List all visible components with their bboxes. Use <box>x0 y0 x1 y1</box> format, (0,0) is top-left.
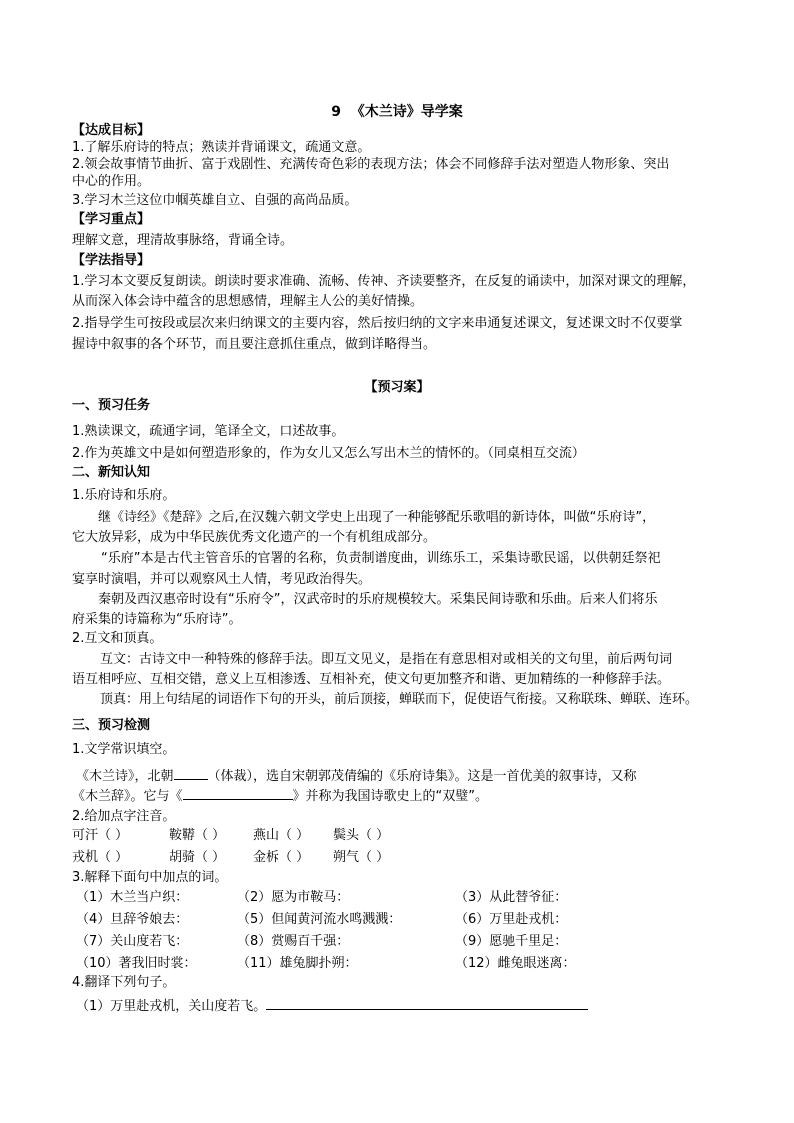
pinyin-item: 鞍鞯（ ） <box>169 828 226 843</box>
pinyin-item: 金柝（ ） <box>253 850 310 865</box>
word-item: （7）关山度若飞： <box>76 934 189 949</box>
guidance-line: 从而深入体会诗中蕴含的思想感情，理解主人公的美好情操。 <box>72 294 424 309</box>
section2-heading: 二、新知认知 <box>72 465 151 480</box>
fill-text: 《木兰辞》。它与《 <box>72 789 183 804</box>
preview-heading: 【预习案】 <box>364 380 430 395</box>
word-item: （3）从此替爷征： <box>455 890 568 905</box>
section1-heading: 一、预习任务 <box>72 398 151 413</box>
word-item: （4）旦辞爷娘去： <box>76 912 189 927</box>
word-item: （2）愿为市鞍马： <box>237 890 350 905</box>
paragraph-line: 顶真：用上句结尾的词语作下句的开头，前后顶接，蝉联而下，促使语气衔接。又称联珠、蝉联、连环。 <box>100 692 699 707</box>
section1-item: 2.作为英雄文中是如何塑造形象的，作为女儿又怎么写出木兰的情怀的。（同桌相互交流） <box>72 446 585 461</box>
objective-item: 2.领会故事情节曲折、富于戏剧性、充满传奇色彩的表现方法；体会不同修辞手法对塑造人物形象、突出 <box>72 157 670 172</box>
pinyin-item: 燕山（ ） <box>253 828 310 843</box>
pinyin-item: 戎机（ ） <box>72 850 129 865</box>
objective-item: 3.学习木兰这位巾帼英雄自立、自强的高尚品质。 <box>72 193 358 208</box>
question-1: 1.文学常识填空。 <box>72 742 176 757</box>
paragraph-line: 秦朝及西汉惠帝时设有“乐府令”，汉武帝时的乐府规模较大。采集民间诗歌和乐曲。后来人们将乐 <box>98 592 658 607</box>
sub-heading: 1.乐府诗和乐府。 <box>72 488 176 503</box>
word-item: （10）著我旧时裳： <box>76 956 197 971</box>
word-item: （1）木兰当户织： <box>76 890 189 905</box>
guidance-heading: 【学法指导】 <box>72 253 151 268</box>
pinyin-item: 朔气（ ） <box>333 850 390 865</box>
key-points-heading: 【学习重点】 <box>72 212 151 227</box>
fill-text: 《木兰诗》，北朝 <box>76 769 174 784</box>
word-item: （8）赏赐百千强： <box>237 934 350 949</box>
guidance-line: 握诗中叙事的各个环节，而且要注意抓住重点，做到详略得当。 <box>72 337 437 352</box>
word-item: （6）万里赴戎机： <box>455 912 568 927</box>
section1-item: 1.熟读课文，疏通字词，笔译全文，口述故事。 <box>72 424 345 439</box>
page-title: 9 《木兰诗》导学案 <box>331 104 463 120</box>
fill-line-2 <box>72 786 488 805</box>
fill-line-1 <box>76 766 637 785</box>
word-item: （12）雌兔眼迷离： <box>455 956 576 971</box>
paragraph-line: 府采集的诗篇称为“乐府诗”。 <box>72 612 242 627</box>
guidance-line: 1.学习本文要反复朗读。朗读时要求准确、流畅、传神、齐读要整齐，在反复的诵读中，加深对课文的理解， <box>72 274 696 289</box>
paragraph-line: 它大放异彩，成为中华民族优秀文化遗产的一个有机组成部分。 <box>72 530 437 545</box>
guidance-line: 2.指导学生可按段或层次来归纳课文的主要内容，然后按归纳的文字来串通复述课文，复述课文时不仅要掌 <box>72 316 683 331</box>
pinyin-item: 可汗（ ） <box>72 828 129 843</box>
paragraph-line: 继《诗经》《楚辞》之后,在汉魏六朝文学史上出现了一种能够配乐歌唱的新诗体，叫做“乐府诗”， <box>98 510 656 525</box>
sub-heading: 2.互文和顶真。 <box>72 631 163 646</box>
question-4: 4.翻译下列句子。 <box>72 975 176 990</box>
question-2: 2.给加点字注音。 <box>72 809 176 824</box>
pinyin-item: 鬓头（ ） <box>333 828 390 843</box>
word-item: （11）雄兔脚扑朔： <box>237 956 358 971</box>
word-item: （5）但闻黄河流水鸣溅溅： <box>237 912 402 927</box>
translate-sentence: （1）万里赴戎机，关山度若飞。 <box>76 999 267 1014</box>
fill-text: 》并称为我国诗歌史上的“双璧”。 <box>292 789 488 804</box>
paragraph-line: 互文：古诗文中一种特殊的修辞手法。即互文见义，是指在有意思相对或相关的文句里，前后两句词 <box>100 652 673 667</box>
pinyin-item: 胡骑（ ） <box>169 850 226 865</box>
translate-line <box>76 996 588 1015</box>
question-3: 3.解释下面句中加点的词。 <box>72 870 228 885</box>
section3-heading: 三、预习检测 <box>72 718 151 733</box>
blank-translation[interactable] <box>266 996 588 1010</box>
blank-genre[interactable] <box>174 766 208 780</box>
objective-item: 1.了解乐府诗的特点；熟读并背诵课文，疏通文意。 <box>72 140 371 155</box>
paragraph-line: 语互相呼应、互相交错，意义上互相渗透、互相补充，使文句更加整齐和谐、更加精练的一种修辞手法。 <box>72 672 671 687</box>
objective-item: 中心的作用。 <box>72 174 151 189</box>
paragraph-line: 宴享时演唱，并可以观察风土人情，考见政治得失。 <box>72 572 372 587</box>
objectives-heading: 【达成目标】 <box>72 123 151 138</box>
blank-poem[interactable] <box>183 786 293 800</box>
word-item: （9）愿驰千里足： <box>455 934 568 949</box>
paragraph-line: “乐府”本是古代主管音乐的官署的名称，负责制谱度曲，训练乐工，采集诗歌民谣，以供朝廷祭祀 <box>101 551 661 566</box>
key-points-text: 理解文意，理清故事脉络，背诵全诗。 <box>72 233 294 248</box>
fill-text: （体裁），选自宋朝郭茂倩编的《乐府诗集》。这是一首优美的叙事诗，又称 <box>207 769 637 784</box>
